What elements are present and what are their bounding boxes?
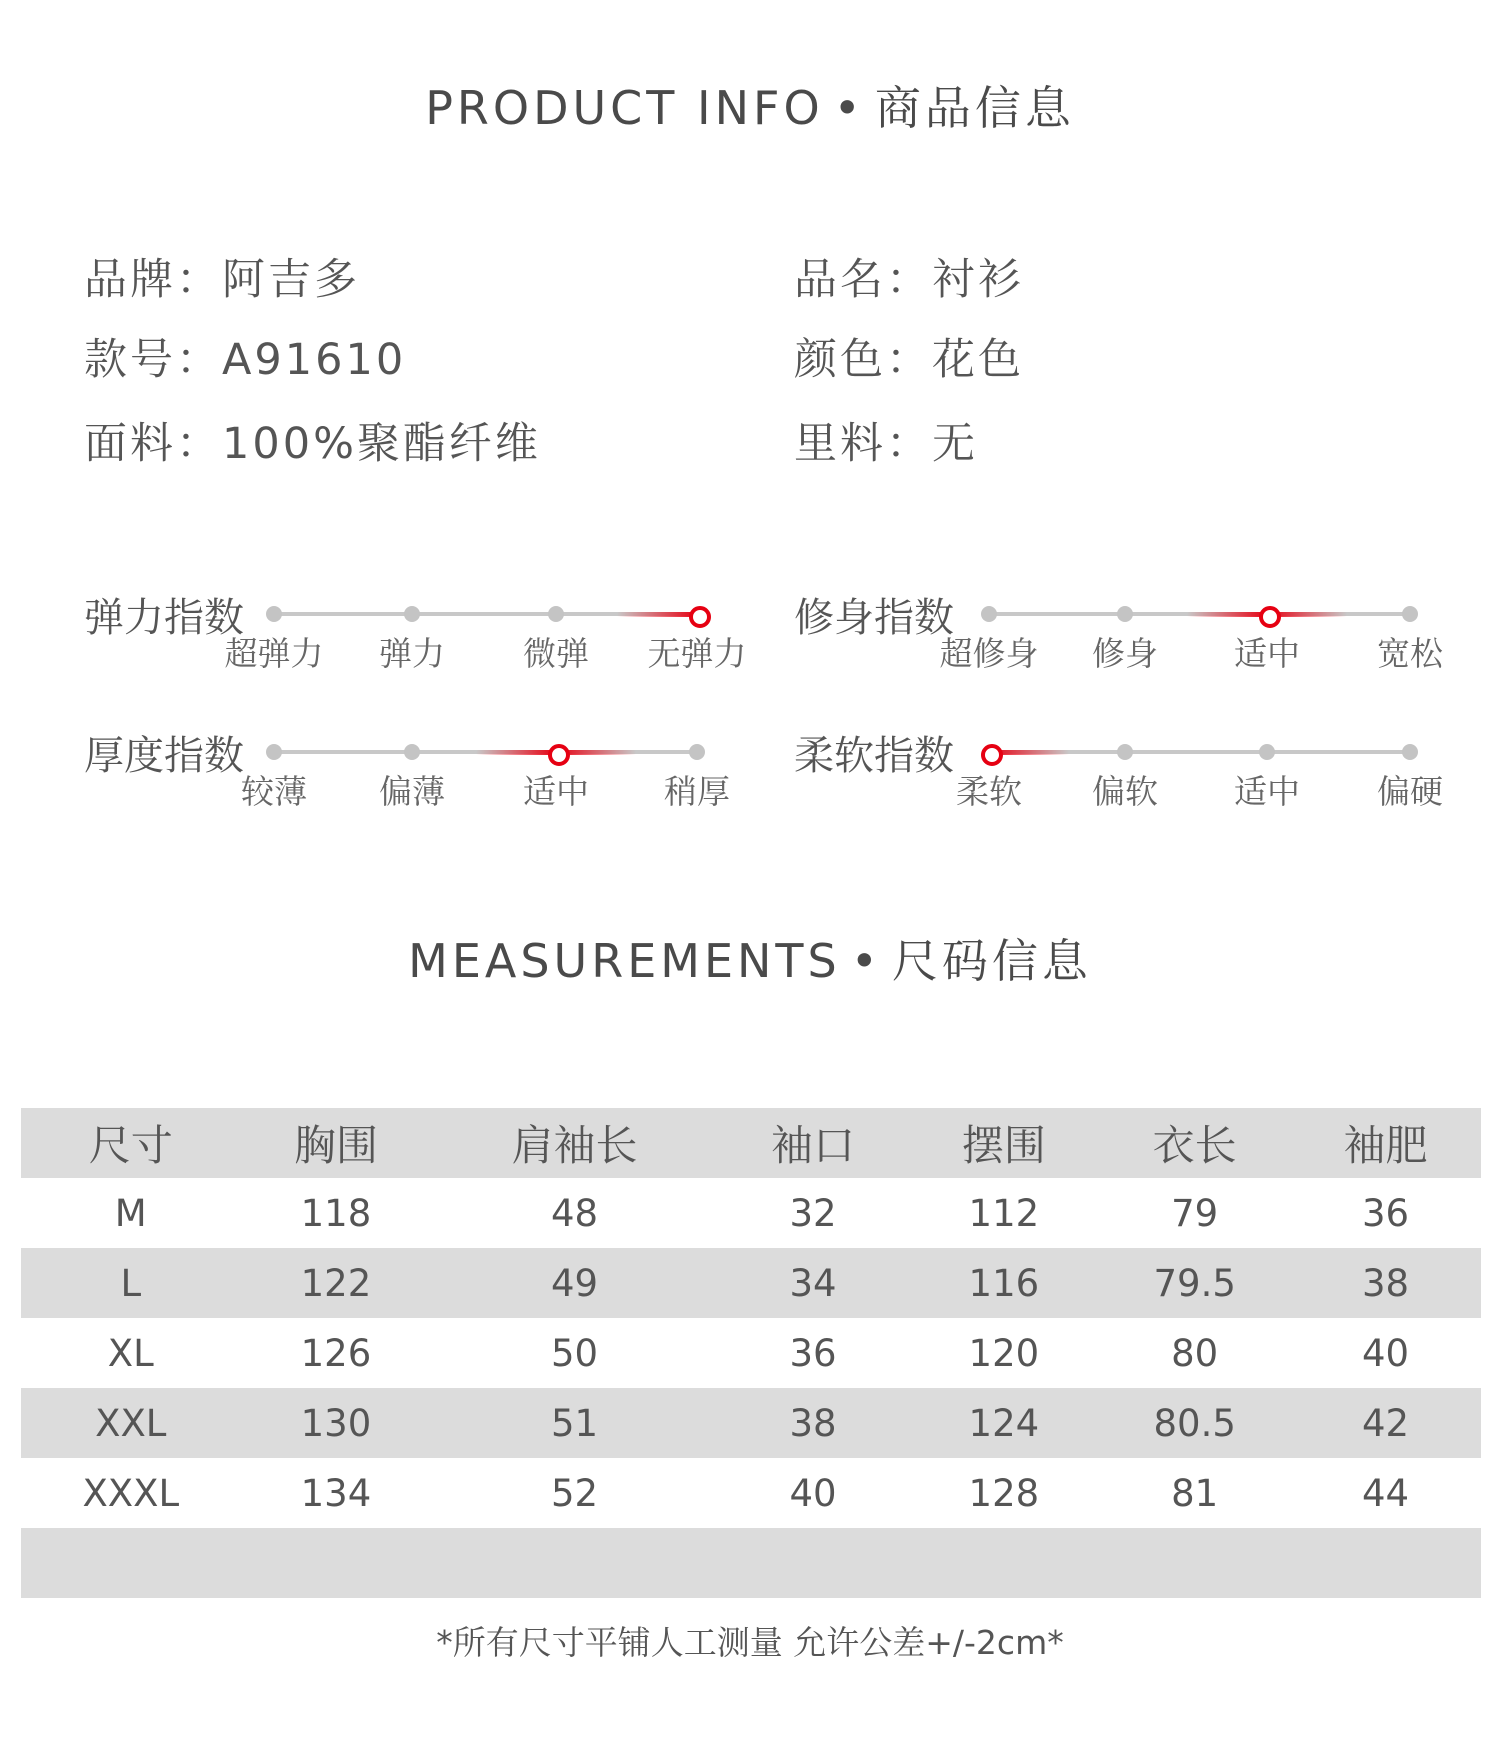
- index-highlight: [617, 612, 697, 617]
- table-blank-cell: [21, 1528, 1481, 1598]
- index-option-label: 超弹力: [224, 634, 324, 673]
- thickness-index: [84, 724, 764, 834]
- info-fabric-label: 面料：: [84, 419, 222, 469]
- index-option-label: 超修身: [939, 634, 1039, 673]
- info-brand-value: 阿吉多: [222, 255, 360, 305]
- index-selected-marker: [981, 744, 1003, 766]
- table-header-cell: 摆围: [961, 1121, 1046, 1170]
- table-cell: 134: [300, 1471, 372, 1515]
- table-cell: 126: [300, 1331, 372, 1375]
- table-row: [21, 1318, 1481, 1388]
- size-table-body: [21, 1178, 1481, 1598]
- table-cell: 116: [968, 1261, 1040, 1305]
- info-name: [794, 246, 1024, 307]
- table-cell: 80: [1171, 1331, 1219, 1375]
- index-point: [266, 744, 282, 760]
- info-lining-value: 无: [932, 419, 978, 469]
- index-point: [689, 744, 705, 760]
- title-separator-dot: •: [833, 81, 865, 135]
- table-cell: 32: [789, 1191, 837, 1235]
- table-cell: XL: [107, 1331, 154, 1375]
- table-cell: 48: [550, 1191, 599, 1235]
- info-lining-label: 里料：: [794, 419, 932, 469]
- index-option-label: 微弹: [523, 634, 589, 673]
- size-table: [21, 1108, 1481, 1598]
- index-option-label: 偏硬: [1377, 772, 1443, 811]
- table-cell: 40: [1362, 1331, 1410, 1375]
- info-color-label: 颜色：: [794, 335, 932, 385]
- measurements-title-cn: 尺码信息: [891, 934, 1092, 988]
- table-cell: 130: [300, 1401, 372, 1445]
- info-style-no-label: 款号：: [84, 335, 222, 385]
- table-header-cell: 衣长: [1152, 1121, 1237, 1170]
- product-info-title: [0, 72, 1500, 138]
- info-name-value: 衬衫: [932, 255, 1024, 305]
- table-cell: 124: [968, 1401, 1040, 1445]
- measurement-footnote: *所有尺寸平铺人工测量 允许公差+/-2cm*: [436, 1623, 1064, 1662]
- info-color: [794, 326, 1024, 387]
- table-cell: 34: [789, 1261, 837, 1305]
- table-cell: 122: [300, 1261, 372, 1305]
- table-cell: 79: [1171, 1191, 1219, 1235]
- fit-index: [794, 586, 1474, 696]
- info-style-no-value: A91610: [222, 335, 407, 385]
- table-cell: 40: [789, 1471, 837, 1515]
- table-row: [21, 1388, 1481, 1458]
- table-header-cell: 袖口: [771, 1121, 856, 1170]
- table-cell: 38: [1362, 1261, 1410, 1305]
- index-option-label: 宽松: [1377, 634, 1443, 673]
- index-option-label: 无弹力: [647, 634, 747, 673]
- table-cell: 44: [1362, 1471, 1410, 1515]
- softness-index: [794, 724, 1474, 834]
- info-fabric-value: 100%聚酯纤维: [222, 419, 541, 469]
- table-blank-row: [21, 1528, 1481, 1598]
- index-option-label: 偏薄: [379, 772, 445, 811]
- info-name-label: 品名：: [794, 255, 932, 305]
- table-cell: 49: [550, 1261, 599, 1305]
- table-cell: L: [120, 1261, 142, 1305]
- table-cell: 51: [550, 1401, 599, 1445]
- index-point: [1402, 744, 1418, 760]
- fit-index-label: 修身指数: [794, 595, 954, 641]
- index-option-label: 弹力: [379, 634, 445, 673]
- table-cell: 36: [1362, 1191, 1410, 1235]
- table-cell: XXL: [95, 1401, 167, 1445]
- table-cell: 50: [550, 1331, 599, 1375]
- elasticity-index: [84, 586, 764, 696]
- index-point: [981, 606, 997, 622]
- table-row: [21, 1248, 1481, 1318]
- table-cell: 52: [550, 1471, 599, 1515]
- index-option-label: 柔软: [956, 772, 1022, 811]
- thickness-index-label: 厚度指数: [84, 733, 244, 779]
- measurements-title-en: MEASUREMENTS: [408, 934, 841, 988]
- index-point: [1117, 744, 1133, 760]
- index-point: [404, 744, 420, 760]
- size-table-header: [21, 1108, 1481, 1178]
- index-point: [266, 606, 282, 622]
- index-point: [1402, 606, 1418, 622]
- table-cell: XXXL: [82, 1471, 180, 1515]
- table-header-cell: 袖肥: [1343, 1121, 1428, 1170]
- info-brand: [84, 246, 360, 307]
- index-option-label: 修身: [1092, 634, 1158, 673]
- table-cell: 42: [1362, 1401, 1410, 1445]
- table-cell: 38: [789, 1401, 837, 1445]
- softness-index-label: 柔软指数: [794, 733, 954, 779]
- index-selected-marker: [548, 744, 570, 766]
- table-cell: 128: [968, 1471, 1040, 1515]
- info-lining: [794, 410, 978, 471]
- table-cell: M: [114, 1191, 147, 1235]
- product-info-title-en: PRODUCT INFO: [425, 81, 824, 135]
- table-header-cell: 尺寸: [88, 1121, 173, 1170]
- index-point: [1117, 606, 1133, 622]
- product-info-title-cn: 商品信息: [874, 81, 1075, 135]
- index-selected-marker: [1259, 606, 1281, 628]
- info-color-value: 花色: [932, 335, 1024, 385]
- index-point: [548, 606, 564, 622]
- info-style-no: [84, 326, 406, 387]
- index-option-label: 稍厚: [664, 772, 730, 811]
- index-option-label: 适中: [1234, 772, 1300, 811]
- table-cell: 80.5: [1153, 1401, 1236, 1445]
- table-cell: 112: [968, 1191, 1040, 1235]
- index-option-label: 适中: [1234, 634, 1300, 673]
- measurements-title: [0, 925, 1500, 991]
- table-header-cell: 肩袖长: [511, 1121, 638, 1170]
- table-cell: 120: [968, 1331, 1040, 1375]
- table-row: [21, 1178, 1481, 1248]
- elasticity-index-label: 弹力指数: [84, 595, 244, 641]
- table-cell: 118: [300, 1191, 372, 1235]
- table-cell: 79.5: [1153, 1261, 1236, 1305]
- info-brand-label: 品牌：: [84, 255, 222, 305]
- table-row: [21, 1458, 1481, 1528]
- index-point: [1259, 744, 1275, 760]
- info-fabric: [84, 410, 541, 471]
- index-option-label: 较薄: [241, 772, 307, 811]
- index-point: [404, 606, 420, 622]
- table-header-cell: 胸围: [293, 1121, 378, 1170]
- index-option-label: 偏软: [1092, 772, 1158, 811]
- title-separator-dot: •: [850, 934, 882, 988]
- table-cell: 36: [789, 1331, 837, 1375]
- table-cell: 81: [1171, 1471, 1219, 1515]
- index-selected-marker: [689, 606, 711, 628]
- index-option-label: 适中: [523, 772, 589, 811]
